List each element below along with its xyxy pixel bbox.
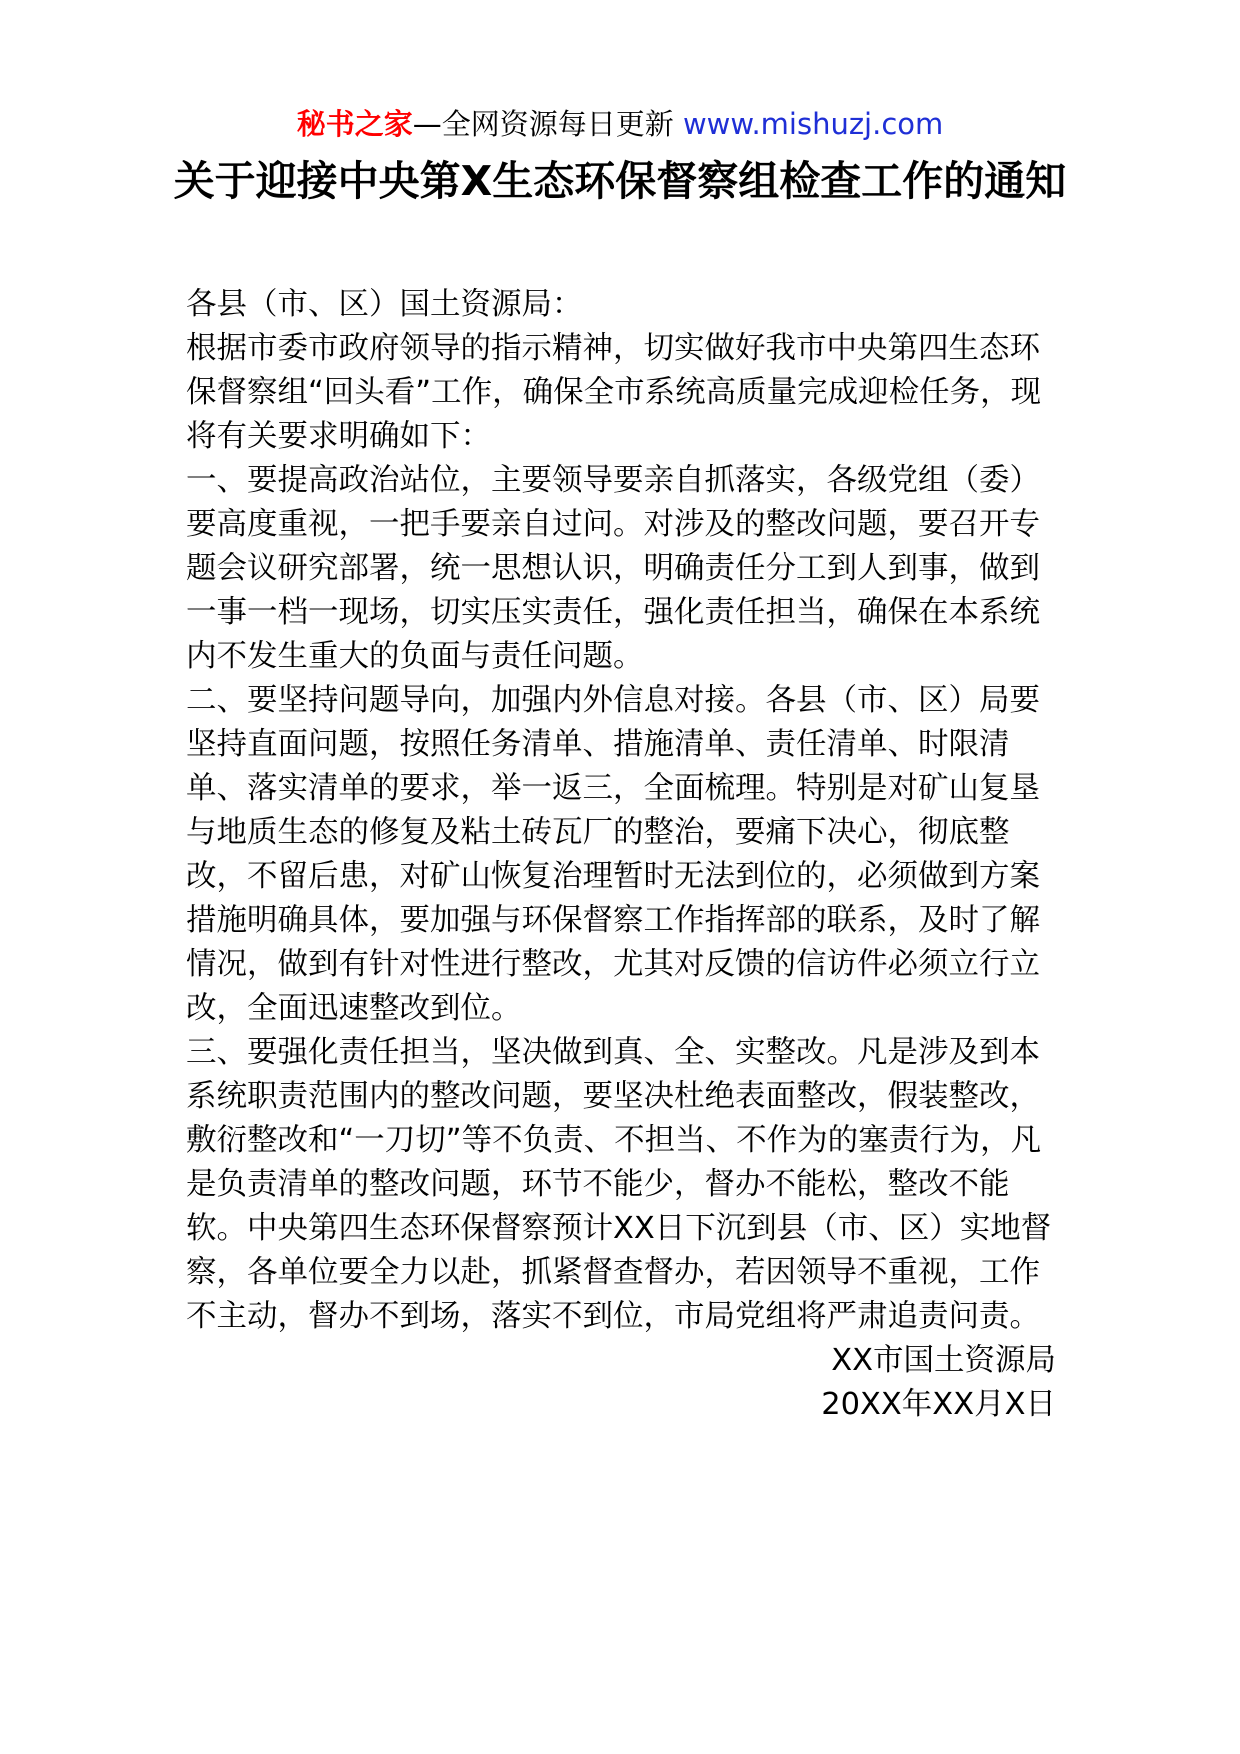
document-title: 关于迎接中央第Ⅹ生态环保督察组检查工作的通知 [173, 157, 1067, 205]
document-body [186, 283, 1056, 1427]
signature-date: 20XX年XX月X日 [821, 1387, 1056, 1422]
salutation: 各县（市、区）国土资源局： [186, 287, 583, 322]
header-slogan: —全网资源每日更新 [412, 107, 674, 141]
body-paragraph-intro: 根据市委市政府领导的指示精神，切实做好我市中央第四生态环保督察组“回头看”工作，确保全市系统高质量完成迎检任务，现将有关要求明确如下： [186, 331, 1042, 454]
site-url-link[interactable]: www.mishuzj.com [682, 107, 944, 141]
body-paragraph-1: 一、要提高政治站位，主要领导要亲自抓落实，各级党组（委）要高度重视，一把手要亲自过问。对涉及的整改问题，要召开专题会议研究部署，统一思想认识，明确责任分工到人到事，做到一事一档一现场，切实压实责任，强化责任担当，确保在本系统内不发生重大的负面与责任问题。 [186, 463, 1040, 674]
site-header [0, 100, 1240, 148]
brand-name: 秘书之家 [296, 107, 413, 141]
body-paragraph-3: 三、要强化责任担当，坚决做到真、全、实整改。凡是涉及到本系统职责范围内的整改问题，要坚决杜绝表面整改，假装整改，敷衍整改和“一刀切”等不负责、不担当、不作为的塞责行为，凡是负责清单的整改问题，环节不能少，督办不能松，整改不能软。中央第四生态环保督察预计XX日下沉到县（市、区）实地督察，各单位要全力以赴，抓紧督查督办，若因领导不重视，工作不主动，督办不到场，落实不到位，市局党组将严肃追责问责。 [186, 1035, 1052, 1334]
signature-organization: XX市国土资源局 [831, 1343, 1056, 1378]
body-paragraph-2: 二、要坚持问题导向，加强内外信息对接。各县（市、区）局要坚持直面问题，按照任务清单、措施清单、责任清单、时限清单、落实清单的要求，举一返三，全面梳理。特别是对矿山复垦与地质生态的修复及粘土砖瓦厂的整治，要痛下决心，彻底整改，不留后患，对矿山恢复治理暂时无法到位的，必须做到方案措施明确具体，要加强与环保督察工作指挥部的联系，及时了解情况，做到有针对性进行整改，尤其对反馈的信访件必须立行立改，全面迅速整改到位。 [186, 683, 1040, 1026]
